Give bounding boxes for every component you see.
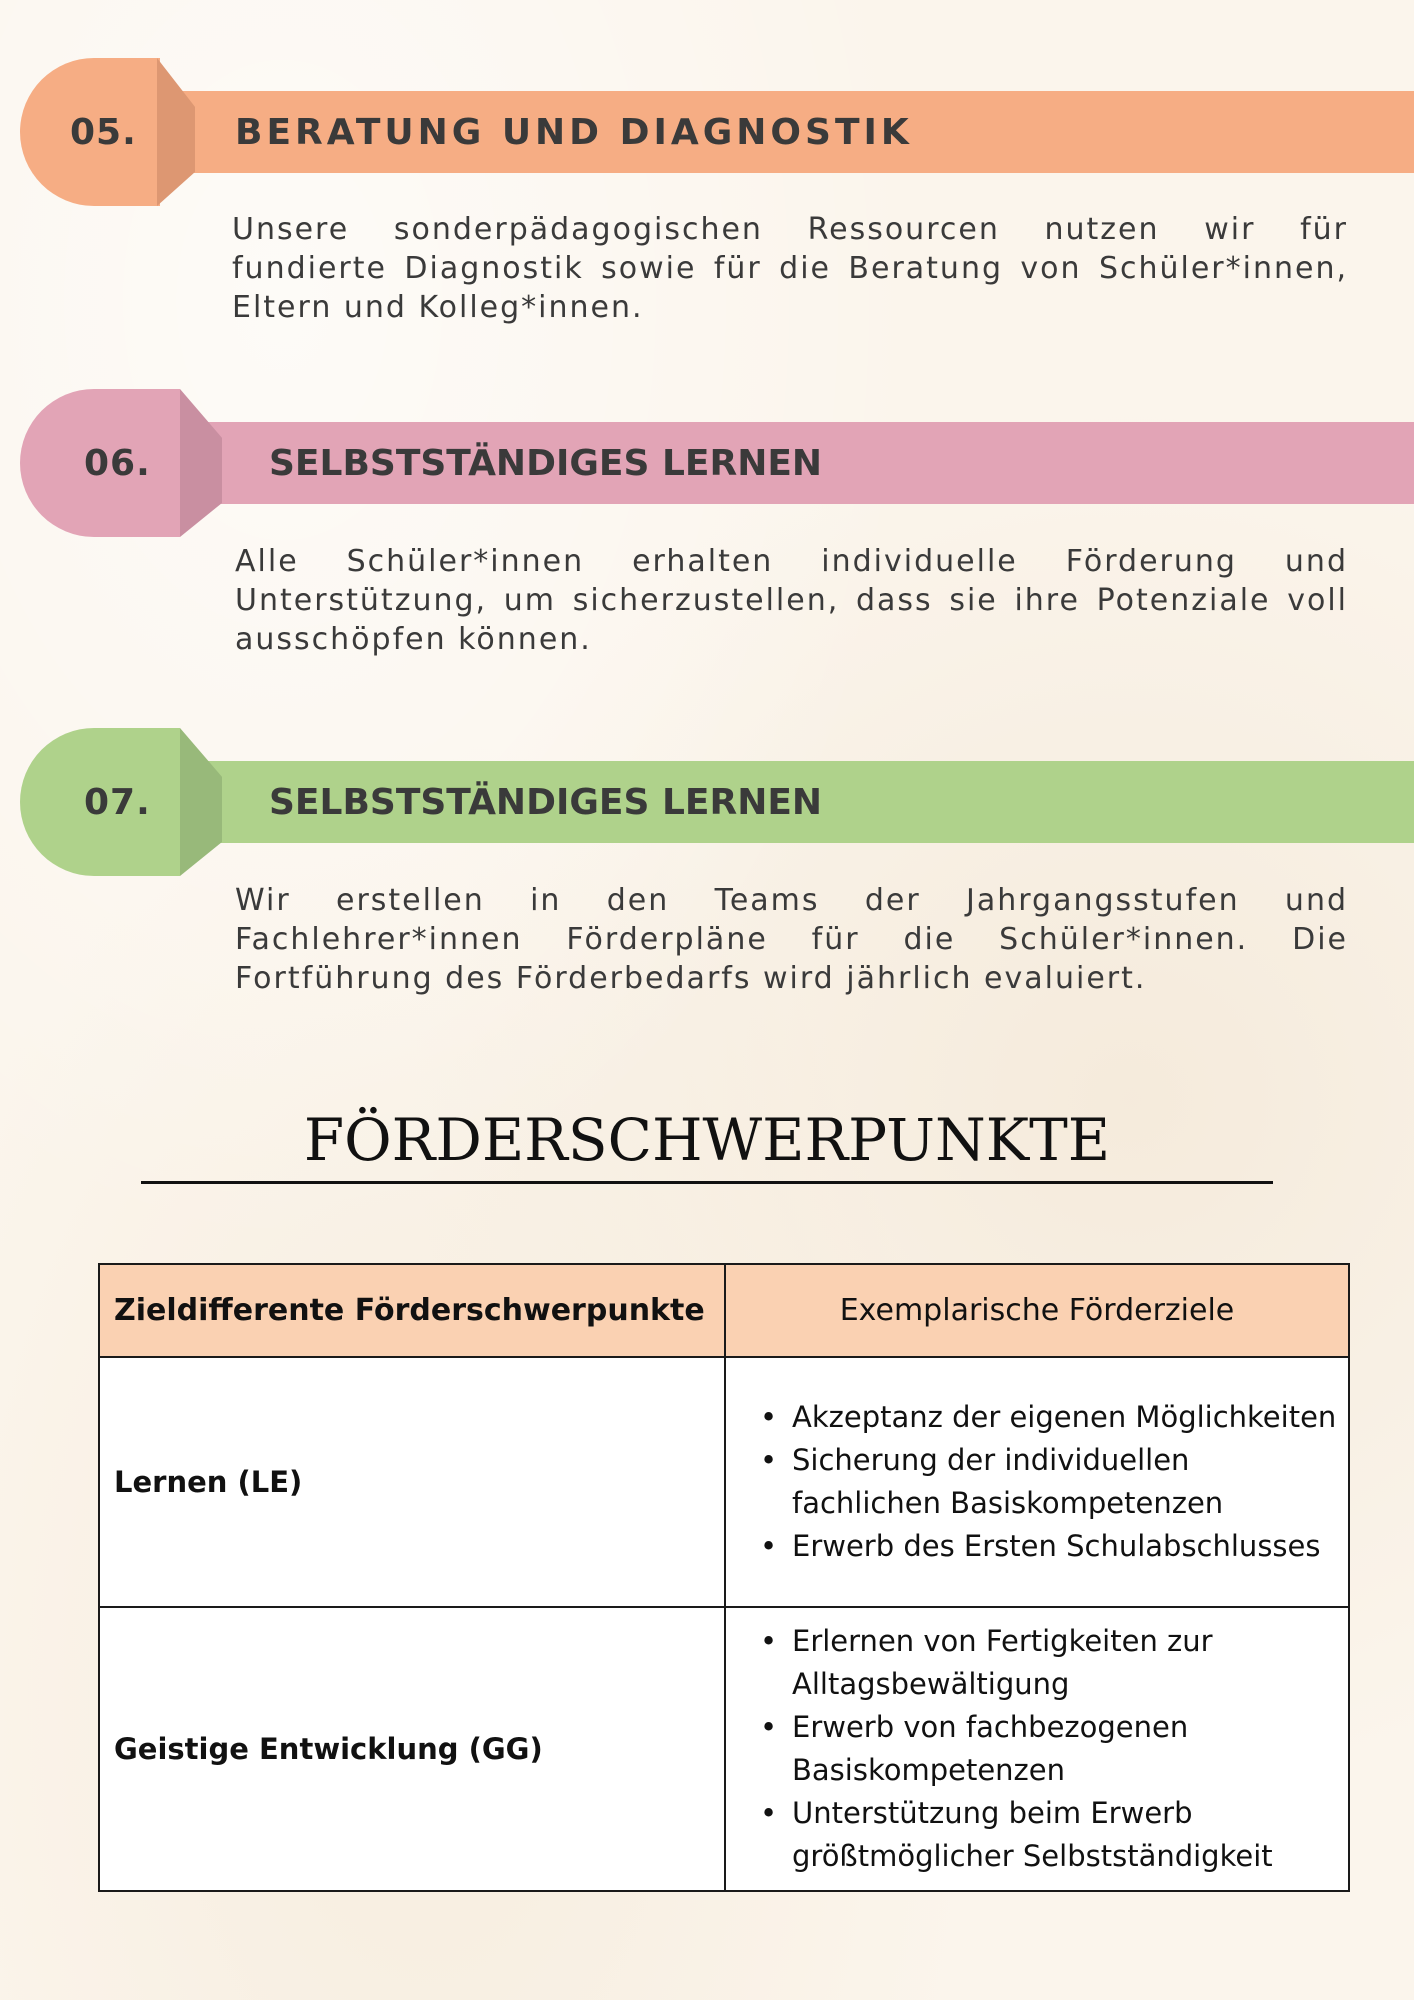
section-number-badge: [20, 389, 180, 537]
table-row: [99, 1357, 1349, 1607]
section-title: BERATUNG UND DIAGNOSTIK: [235, 111, 913, 153]
list-item: • Unterstützung beim Erwerb größtmöglicher Selbstständigkeit: [756, 1792, 1338, 1878]
table-header: Exemplarische Förderziele: [725, 1264, 1349, 1357]
badge-fold: [180, 728, 222, 876]
list-item: • Erwerb des Ersten Schulabschlusses: [756, 1525, 1338, 1568]
table-row-label: Geistige Entwicklung (GG): [99, 1607, 725, 1891]
section-title-bar: [180, 422, 1414, 504]
section-number: 06.: [84, 442, 151, 484]
list-item: • Erlernen von Fertigkeiten zur Alltagsbewältigung: [756, 1620, 1338, 1706]
table-row-goals: [725, 1607, 1349, 1891]
list-item: • Akzeptanz der eigenen Möglichkeiten: [756, 1396, 1338, 1439]
section-text: Unsere sonderpädagogischen Ressourcen nutzen wir für fundierte Diagnostik sowie für die Beratung von Schüler*innen, Eltern und Kolleg*innen.: [232, 212, 1348, 325]
table-row-label: Lernen (LE): [99, 1357, 725, 1607]
section-text: Alle Schüler*innen erhalten individuelle Förderung und Unterstützung, um sicherzustellen, dass sie ihre Potenziale voll ausschöpfen können.: [235, 544, 1348, 657]
section-title: SELBSTSTÄNDIGES LERNEN: [269, 442, 823, 484]
goal-list: [726, 1620, 1348, 1878]
table-header-row: [99, 1264, 1349, 1357]
table-row-goals: [725, 1357, 1349, 1607]
list-item: • Sicherung der individuellen fachlichen Basiskompetenzen: [756, 1439, 1338, 1525]
section-number-badge: [20, 728, 180, 876]
section-title: SELBSTSTÄNDIGES LERNEN: [269, 781, 823, 823]
table-row: [99, 1607, 1349, 1891]
section-title-bar: [155, 91, 1414, 173]
foerderschwerpunkte-table: [98, 1263, 1350, 1892]
heading-underline: [141, 1181, 1273, 1184]
section-number: 05.: [70, 111, 137, 153]
section-number-badge: [20, 58, 160, 206]
section-number: 07.: [84, 781, 151, 823]
goal-list: [726, 1396, 1348, 1568]
list-item: • Erwerb von fachbezogenen Basiskompetenzen: [756, 1706, 1338, 1792]
section-text: Wir erstellen in den Teams der Jahrgangsstufen und Fachlehrer*innen Förderpläne für die Schüler*innen. Die Fortführung des Förderbedarfs wird jährlich evaluiert.: [235, 883, 1348, 996]
badge-fold: [180, 389, 222, 537]
section-title-bar: [180, 761, 1414, 843]
page-heading: FÖRDERSCHWERPUNKTE: [303, 1106, 1111, 1174]
badge-fold: [157, 58, 195, 206]
table-header: Zieldifferente Förderschwerpunkte: [99, 1264, 725, 1357]
